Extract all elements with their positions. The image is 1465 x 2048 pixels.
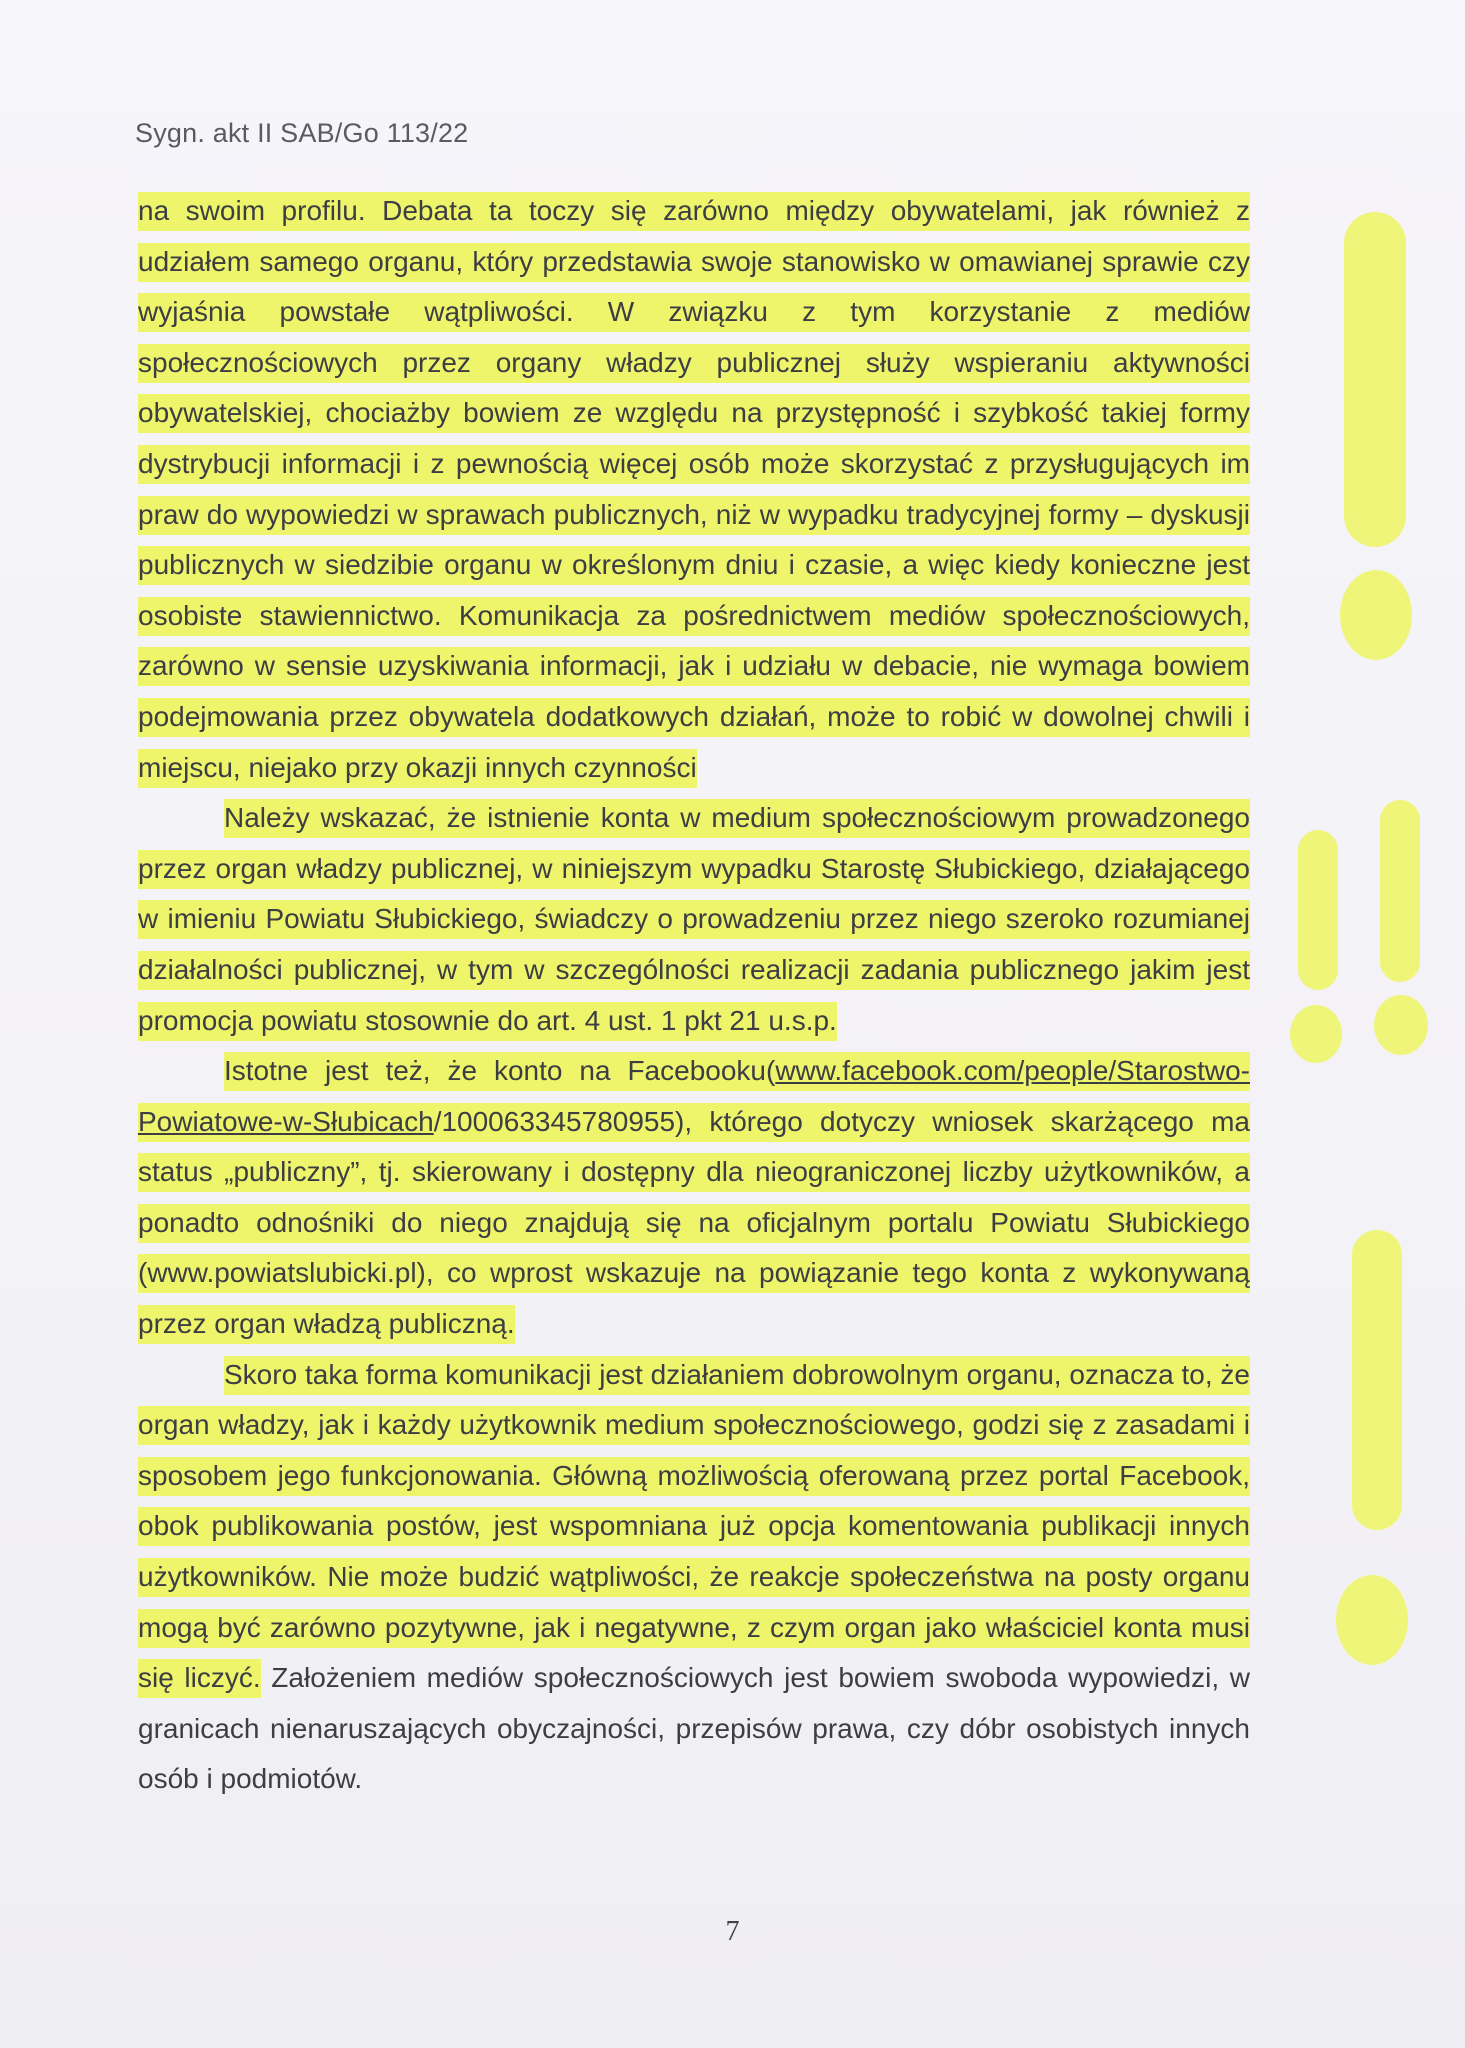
exclamation-bar-bottom: [1352, 1230, 1402, 1530]
exclamation-dot-bottom: [1336, 1575, 1408, 1665]
highlight-2: Należy wskazać, że istnienie konta w medium społecznościowym prowadzonego przez organ władzy publicznej, w niniejszym wypadku Starostę Słubickiego, działającego w imieniu Powiatu Słubickiego, świadczy o prowadzeniu przez niego szeroko rozumianej działalności publicznej, w tym w szczególności realizacji zadania publicznego jakim jest promocja powiatu stosownie do art. 4 ust. 1 pkt 21 u.s.p.: [138, 799, 1250, 1040]
paragraph-4-unhighlighted: Założeniem mediów społecznościowych jest bowiem swoboda wypowiedzi, w granicach nienaruszających obyczajności, przepisów prawa, czy dóbr osobistych innych osób i podmiotów.: [138, 1662, 1250, 1795]
highlight-4: Skoro taka forma komunikacji jest działaniem dobrowolnym organu, oznacza to, że organ władzy, jak i każdy użytkownik medium społecznościowego, godzi się z zasadami i sposobem jego funkcjonowania. Główną możliwością oferowaną przez portal Facebook, obok publikowania postów, jest wspomniana już opcja komentowania publikacji innych użytkowników. Nie może budzić wątpliwości, że reakcje społeczeństwa na posty organu mogą być zarówno pozytywne, jak i negatywne, z czym organ jako właściciel konta musi się liczyć.: [138, 1356, 1250, 1699]
paragraph-1: [138, 186, 1250, 793]
page-number: 7: [725, 1916, 740, 1947]
case-reference: Sygn. akt II SAB/Go 113/22: [135, 118, 469, 148]
paragraph-3-rest: /100063345780955), którego dotyczy wniosek skarżącego ma status „publiczny”, tj. skierowany i dostępny dla nieograniczonej liczby użytkowników, a ponadto odnośniki do niego znajdują się na oficjalnym portalu Powiatu Słubickiego (www.powiatslubicki.pl), co wprost wskazuje na powiązanie tego konta z wykonywaną przez organ władzą publiczną.: [138, 1105, 1250, 1340]
facebook-link[interactable]: www.facebook.com/people/Starostwo-Powiatowe-w-Słubicach: [138, 1055, 1250, 1137]
exclamation-bar-top: [1344, 212, 1406, 547]
paragraph-3-lead: Istotne jest też, że konto na Facebooku(: [224, 1055, 776, 1087]
paragraph-3: [138, 1046, 1250, 1350]
paragraph-4: [138, 1350, 1250, 1805]
document-body: [138, 186, 1250, 1805]
highlight-3: [138, 1052, 1250, 1344]
exclamation-dot-top: [1340, 570, 1412, 660]
paragraph-2: [138, 793, 1250, 1046]
exclamation-dot-left: [1290, 1005, 1342, 1063]
exclamation-dot-right: [1374, 995, 1428, 1055]
highlight-1: na swoim profilu. Debata ta toczy się zarówno między obywatelami, jak również z udziałem samego organu, który przedstawia swoje stanowisko w omawianej sprawie czy wyjaśnia powstałe wątpliwości. W związku z tym korzystanie z mediów społecznościowych przez organy władzy publicznej służy wspieraniu aktywności obywatelskiej, chociażby bowiem ze względu na przystępność i szybkość takiej formy dystrybucji informacji i z pewnością więcej osób może skorzystać z przysługujących im praw do wypowiedzi w sprawach publicznych, niż w wypadku tradycyjnej formy – dyskusji publicznych w siedzibie organu w określonym dniu i czasie, a więc kiedy konieczne jest osobiste stawiennictwo. Komunikacja za pośrednictwem mediów społecznościowych, zarówno w sensie uzyskiwania informacji, jak i udziału w debacie, nie wymaga bowiem podejmowania przez obywatela dodatkowych działań, może to robić w dowolnej chwili i miejscu, niejako przy okazji innych czynności: [138, 192, 1250, 788]
exclamation-bar-left: [1298, 830, 1338, 990]
exclamation-bar-right: [1380, 800, 1420, 982]
